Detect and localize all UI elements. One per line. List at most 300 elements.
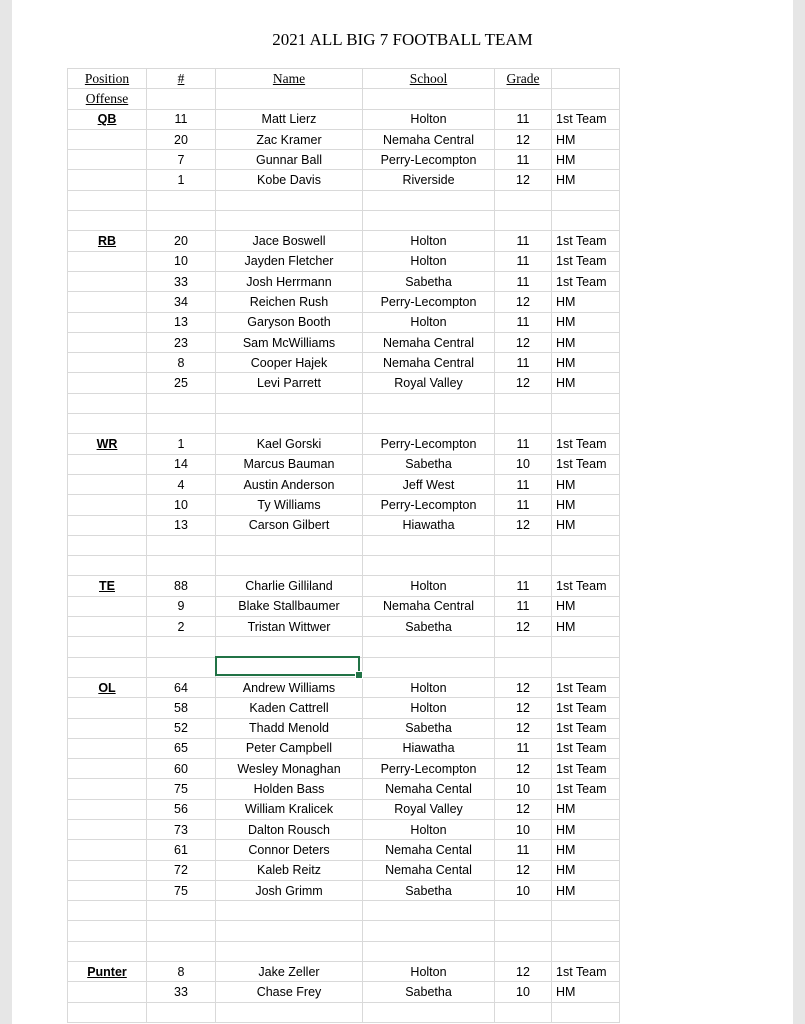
grade-cell[interactable]: 10: [495, 819, 552, 839]
position-cell[interactable]: [68, 535, 147, 555]
school-cell[interactable]: Riverside: [363, 170, 495, 190]
number-cell[interactable]: 2: [147, 617, 216, 637]
school-cell[interactable]: Nemaha Central: [363, 332, 495, 352]
grade-cell[interactable]: [495, 535, 552, 555]
number-cell[interactable]: 60: [147, 759, 216, 779]
number-cell[interactable]: 64: [147, 677, 216, 697]
school-cell[interactable]: Holton: [363, 962, 495, 982]
table-row: [68, 677, 620, 697]
grade-cell[interactable]: 10: [495, 982, 552, 1002]
name-cell[interactable]: Kael Gorski: [216, 434, 363, 454]
number-cell[interactable]: 33: [147, 271, 216, 291]
school-cell[interactable]: Perry-Lecompton: [363, 759, 495, 779]
name-cell[interactable]: Holden Bass: [216, 779, 363, 799]
number-cell[interactable]: 58: [147, 698, 216, 718]
name-cell[interactable]: Reichen Rush: [216, 292, 363, 312]
name-cell[interactable]: Kaleb Reitz: [216, 860, 363, 880]
grade-cell[interactable]: 12: [495, 617, 552, 637]
position-cell[interactable]: [68, 759, 147, 779]
name-cell[interactable]: [216, 190, 363, 210]
grade-cell[interactable]: 11: [495, 495, 552, 515]
position-cell[interactable]: [68, 1002, 147, 1022]
position-cell[interactable]: [68, 576, 147, 596]
name-cell[interactable]: [216, 414, 363, 434]
grade-cell[interactable]: [495, 393, 552, 413]
school-cell[interactable]: Nemaha Central: [363, 353, 495, 373]
team-cell[interactable]: 1st Team: [552, 434, 620, 454]
school-cell[interactable]: Sabetha: [363, 617, 495, 637]
team-cell[interactable]: [552, 1002, 620, 1022]
number-cell[interactable]: [147, 535, 216, 555]
number-cell[interactable]: [147, 556, 216, 576]
name-cell[interactable]: Andrew Williams: [216, 677, 363, 697]
position-cell[interactable]: [68, 982, 147, 1002]
team-cell[interactable]: [552, 556, 620, 576]
name-cell[interactable]: Dalton Rousch: [216, 819, 363, 839]
school-cell[interactable]: Nemaha Cental: [363, 840, 495, 860]
header-name[interactable]: Name: [216, 69, 363, 89]
school-cell[interactable]: Perry-Lecompton: [363, 150, 495, 170]
position-cell[interactable]: [68, 921, 147, 941]
school-cell[interactable]: Jeff West: [363, 474, 495, 494]
team-cell[interactable]: [552, 211, 620, 231]
grade-cell[interactable]: 12: [495, 170, 552, 190]
position-cell[interactable]: [68, 738, 147, 758]
name-cell[interactable]: Tristan Wittwer: [216, 617, 363, 637]
name-cell[interactable]: Marcus Bauman: [216, 454, 363, 474]
name-cell[interactable]: William Kralicek: [216, 799, 363, 819]
number-cell[interactable]: [147, 414, 216, 434]
team-cell[interactable]: HM: [552, 596, 620, 616]
position-cell[interactable]: [68, 779, 147, 799]
name-cell[interactable]: [216, 1002, 363, 1022]
team-cell[interactable]: [552, 901, 620, 921]
position-label: WR: [96, 436, 118, 451]
position-cell[interactable]: [68, 901, 147, 921]
grade-cell[interactable]: 12: [495, 799, 552, 819]
grade-cell[interactable]: [495, 941, 552, 961]
cell[interactable]: [495, 89, 552, 109]
grade-cell[interactable]: [495, 657, 552, 677]
position-cell[interactable]: [68, 211, 147, 231]
position-label: Punter: [87, 964, 127, 979]
number-cell[interactable]: [147, 657, 216, 677]
school-cell[interactable]: Royal Valley: [363, 373, 495, 393]
number-cell[interactable]: 56: [147, 799, 216, 819]
school-cell[interactable]: [363, 921, 495, 941]
number-cell[interactable]: 75: [147, 779, 216, 799]
grade-cell[interactable]: [495, 921, 552, 941]
table-row: [68, 474, 620, 494]
header-position[interactable]: Position: [68, 69, 147, 89]
section-label[interactable]: Offense: [68, 89, 147, 109]
school-cell[interactable]: [363, 393, 495, 413]
school-cell[interactable]: Holton: [363, 576, 495, 596]
school-cell[interactable]: Holton: [363, 109, 495, 129]
team-cell[interactable]: 1st Team: [552, 454, 620, 474]
school-cell[interactable]: Holton: [363, 819, 495, 839]
number-cell[interactable]: [147, 393, 216, 413]
school-cell[interactable]: Perry-Lecompton: [363, 495, 495, 515]
number-cell[interactable]: 34: [147, 292, 216, 312]
grade-cell[interactable]: 12: [495, 677, 552, 697]
position-cell[interactable]: [68, 414, 147, 434]
position-cell[interactable]: [68, 657, 147, 677]
number-cell[interactable]: 75: [147, 880, 216, 900]
team-cell[interactable]: HM: [552, 880, 620, 900]
position-cell[interactable]: [68, 637, 147, 657]
position-cell[interactable]: [68, 840, 147, 860]
team-cell[interactable]: HM: [552, 129, 620, 149]
number-cell[interactable]: 10: [147, 251, 216, 271]
number-cell[interactable]: 88: [147, 576, 216, 596]
table-row: [68, 901, 620, 921]
position-cell[interactable]: [68, 373, 147, 393]
name-cell[interactable]: Josh Herrmann: [216, 271, 363, 291]
number-cell[interactable]: 1: [147, 170, 216, 190]
number-cell[interactable]: [147, 901, 216, 921]
school-cell[interactable]: Sabetha: [363, 880, 495, 900]
team-cell[interactable]: 1st Team: [552, 109, 620, 129]
team-cell[interactable]: HM: [552, 150, 620, 170]
team-cell[interactable]: HM: [552, 860, 620, 880]
team-cell[interactable]: [552, 393, 620, 413]
grade-cell[interactable]: 11: [495, 353, 552, 373]
name-cell[interactable]: Blake Stallbaumer: [216, 596, 363, 616]
school-cell[interactable]: Sabetha: [363, 454, 495, 474]
grade-cell[interactable]: 12: [495, 129, 552, 149]
school-cell[interactable]: Nemaha Central: [363, 596, 495, 616]
table-row: [68, 190, 620, 210]
number-cell[interactable]: 33: [147, 982, 216, 1002]
position-cell[interactable]: [68, 150, 147, 170]
cell[interactable]: [147, 89, 216, 109]
team-cell[interactable]: [552, 535, 620, 555]
school-cell[interactable]: Perry-Lecompton: [363, 292, 495, 312]
school-cell[interactable]: [363, 211, 495, 231]
table-row: [68, 799, 620, 819]
school-cell[interactable]: Holton: [363, 251, 495, 271]
school-cell[interactable]: [363, 190, 495, 210]
name-cell[interactable]: Matt Lierz: [216, 109, 363, 129]
school-cell[interactable]: Nemaha Cental: [363, 860, 495, 880]
name-cell[interactable]: Austin Anderson: [216, 474, 363, 494]
name-cell[interactable]: Connor Deters: [216, 840, 363, 860]
name-cell[interactable]: Kobe Davis: [216, 170, 363, 190]
name-cell[interactable]: [216, 211, 363, 231]
name-cell[interactable]: [216, 393, 363, 413]
school-cell[interactable]: Holton: [363, 698, 495, 718]
team-cell[interactable]: [552, 657, 620, 677]
position-cell[interactable]: [68, 941, 147, 961]
name-cell[interactable]: Zac Kramer: [216, 129, 363, 149]
grade-cell[interactable]: 12: [495, 759, 552, 779]
team-cell[interactable]: HM: [552, 819, 620, 839]
grade-cell[interactable]: 11: [495, 271, 552, 291]
grade-cell[interactable]: 11: [495, 576, 552, 596]
name-cell[interactable]: Ty Williams: [216, 495, 363, 515]
team-cell[interactable]: HM: [552, 373, 620, 393]
position-cell[interactable]: [68, 353, 147, 373]
name-cell[interactable]: Charlie Gilliland: [216, 576, 363, 596]
team-cell[interactable]: HM: [552, 799, 620, 819]
school-cell[interactable]: Hiawatha: [363, 515, 495, 535]
number-cell[interactable]: 25: [147, 373, 216, 393]
name-cell[interactable]: Peter Campbell: [216, 738, 363, 758]
team-cell[interactable]: 1st Team: [552, 677, 620, 697]
team-cell[interactable]: HM: [552, 495, 620, 515]
grade-cell[interactable]: [495, 211, 552, 231]
team-cell[interactable]: [552, 941, 620, 961]
position-cell[interactable]: [68, 129, 147, 149]
table-row: [68, 637, 620, 657]
school-cell[interactable]: [363, 1002, 495, 1022]
grade-cell[interactable]: 11: [495, 596, 552, 616]
team-cell[interactable]: HM: [552, 353, 620, 373]
position-cell[interactable]: [68, 819, 147, 839]
school-cell[interactable]: [363, 941, 495, 961]
number-cell[interactable]: 11: [147, 109, 216, 129]
team-cell[interactable]: 1st Team: [552, 698, 620, 718]
position-cell[interactable]: [68, 962, 147, 982]
grade-cell[interactable]: 12: [495, 515, 552, 535]
grade-cell[interactable]: [495, 1002, 552, 1022]
name-cell[interactable]: Gunnar Ball: [216, 150, 363, 170]
table-row: [68, 109, 620, 129]
number-cell[interactable]: 8: [147, 353, 216, 373]
school-cell[interactable]: Holton: [363, 312, 495, 332]
position-cell[interactable]: [68, 556, 147, 576]
team-cell[interactable]: [552, 414, 620, 434]
grade-cell[interactable]: 12: [495, 292, 552, 312]
grade-cell[interactable]: 12: [495, 860, 552, 880]
table-row: [68, 170, 620, 190]
header-team[interactable]: [552, 69, 620, 89]
name-cell[interactable]: [216, 921, 363, 941]
team-cell[interactable]: HM: [552, 332, 620, 352]
number-cell[interactable]: [147, 637, 216, 657]
name-cell[interactable]: Chase Frey: [216, 982, 363, 1002]
school-cell[interactable]: [363, 556, 495, 576]
position-cell[interactable]: [68, 677, 147, 697]
grade-cell[interactable]: 10: [495, 454, 552, 474]
number-cell[interactable]: 72: [147, 860, 216, 880]
school-cell[interactable]: [363, 414, 495, 434]
grade-cell[interactable]: [495, 901, 552, 921]
grade-cell[interactable]: 10: [495, 779, 552, 799]
number-cell[interactable]: 65: [147, 738, 216, 758]
team-cell[interactable]: 1st Team: [552, 231, 620, 251]
school-cell[interactable]: [363, 657, 495, 677]
name-cell[interactable]: Josh Grimm: [216, 880, 363, 900]
school-cell[interactable]: [363, 637, 495, 657]
school-cell[interactable]: Perry-Lecompton: [363, 434, 495, 454]
name-cell[interactable]: Carson Gilbert: [216, 515, 363, 535]
number-cell[interactable]: [147, 211, 216, 231]
team-cell[interactable]: HM: [552, 840, 620, 860]
school-cell[interactable]: Sabetha: [363, 271, 495, 291]
team-cell[interactable]: 1st Team: [552, 962, 620, 982]
grade-cell[interactable]: 11: [495, 474, 552, 494]
number-cell[interactable]: 1: [147, 434, 216, 454]
school-cell[interactable]: Royal Valley: [363, 799, 495, 819]
position-cell[interactable]: [68, 231, 147, 251]
team-cell[interactable]: HM: [552, 292, 620, 312]
position-cell[interactable]: [68, 515, 147, 535]
name-cell[interactable]: Sam McWilliams: [216, 332, 363, 352]
table-row: [68, 698, 620, 718]
position-cell[interactable]: [68, 454, 147, 474]
school-cell[interactable]: Hiawatha: [363, 738, 495, 758]
grade-cell[interactable]: [495, 556, 552, 576]
position-cell[interactable]: [68, 271, 147, 291]
table-row: [68, 576, 620, 596]
school-cell[interactable]: [363, 535, 495, 555]
team-cell[interactable]: 1st Team: [552, 738, 620, 758]
team-cell[interactable]: HM: [552, 982, 620, 1002]
name-cell[interactable]: Jace Boswell: [216, 231, 363, 251]
grade-cell[interactable]: 12: [495, 332, 552, 352]
team-cell[interactable]: HM: [552, 617, 620, 637]
number-cell[interactable]: [147, 921, 216, 941]
team-cell[interactable]: 1st Team: [552, 251, 620, 271]
grade-cell[interactable]: 12: [495, 373, 552, 393]
number-cell[interactable]: [147, 1002, 216, 1022]
team-cell[interactable]: HM: [552, 474, 620, 494]
selected-cell[interactable]: [215, 656, 360, 676]
position-cell[interactable]: [68, 596, 147, 616]
grade-cell[interactable]: 11: [495, 231, 552, 251]
team-cell[interactable]: 1st Team: [552, 576, 620, 596]
table-row: [68, 880, 620, 900]
cell[interactable]: [552, 89, 620, 109]
number-cell[interactable]: 20: [147, 231, 216, 251]
position-cell[interactable]: [68, 190, 147, 210]
team-cell[interactable]: 1st Team: [552, 759, 620, 779]
grade-cell[interactable]: 12: [495, 962, 552, 982]
fill-handle[interactable]: [355, 671, 363, 679]
position-cell[interactable]: [68, 393, 147, 413]
school-cell[interactable]: [363, 901, 495, 921]
number-cell[interactable]: [147, 941, 216, 961]
number-cell[interactable]: 14: [147, 454, 216, 474]
header-grade[interactable]: Grade: [495, 69, 552, 89]
school-cell[interactable]: Nemaha Central: [363, 129, 495, 149]
number-cell[interactable]: 7: [147, 150, 216, 170]
table-row: [68, 515, 620, 535]
position-cell[interactable]: [68, 109, 147, 129]
number-cell[interactable]: 20: [147, 129, 216, 149]
number-cell[interactable]: 61: [147, 840, 216, 860]
position-cell[interactable]: [68, 292, 147, 312]
number-cell[interactable]: 4: [147, 474, 216, 494]
name-cell[interactable]: Wesley Monaghan: [216, 759, 363, 779]
position-cell[interactable]: [68, 332, 147, 352]
grade-cell[interactable]: 12: [495, 718, 552, 738]
cell[interactable]: [363, 89, 495, 109]
number-cell[interactable]: 13: [147, 515, 216, 535]
grade-cell[interactable]: 11: [495, 251, 552, 271]
number-cell[interactable]: 10: [147, 495, 216, 515]
name-cell[interactable]: Levi Parrett: [216, 373, 363, 393]
school-cell[interactable]: Sabetha: [363, 718, 495, 738]
position-cell[interactable]: [68, 799, 147, 819]
position-cell[interactable]: [68, 434, 147, 454]
name-cell[interactable]: Jake Zeller: [216, 962, 363, 982]
number-cell[interactable]: 23: [147, 332, 216, 352]
team-cell[interactable]: [552, 637, 620, 657]
position-cell[interactable]: [68, 880, 147, 900]
team-cell[interactable]: [552, 921, 620, 941]
grade-cell[interactable]: [495, 190, 552, 210]
grade-cell[interactable]: 11: [495, 109, 552, 129]
number-cell[interactable]: 13: [147, 312, 216, 332]
table-row: [68, 393, 620, 413]
number-cell[interactable]: 8: [147, 962, 216, 982]
name-cell[interactable]: Thadd Menold: [216, 718, 363, 738]
team-cell[interactable]: HM: [552, 515, 620, 535]
table-row: [68, 535, 620, 555]
position-cell[interactable]: [68, 617, 147, 637]
number-cell[interactable]: 9: [147, 596, 216, 616]
position-cell[interactable]: [68, 860, 147, 880]
name-cell[interactable]: [216, 901, 363, 921]
name-cell[interactable]: Cooper Hajek: [216, 353, 363, 373]
name-cell[interactable]: [216, 941, 363, 961]
school-cell[interactable]: Sabetha: [363, 982, 495, 1002]
position-cell[interactable]: [68, 698, 147, 718]
grade-cell[interactable]: 12: [495, 698, 552, 718]
name-cell[interactable]: Jayden Fletcher: [216, 251, 363, 271]
grade-cell[interactable]: [495, 637, 552, 657]
name-cell[interactable]: Kaden Cattrell: [216, 698, 363, 718]
number-cell[interactable]: [147, 190, 216, 210]
position-cell[interactable]: [68, 474, 147, 494]
name-cell[interactable]: Garyson Booth: [216, 312, 363, 332]
position-cell[interactable]: [68, 251, 147, 271]
school-cell[interactable]: Nemaha Cental: [363, 779, 495, 799]
grade-cell[interactable]: 11: [495, 150, 552, 170]
position-cell[interactable]: [68, 718, 147, 738]
table-row: [68, 962, 620, 982]
grade-cell[interactable]: 11: [495, 434, 552, 454]
position-cell[interactable]: [68, 495, 147, 515]
grade-cell[interactable]: 11: [495, 840, 552, 860]
number-cell[interactable]: 52: [147, 718, 216, 738]
team-cell[interactable]: [552, 190, 620, 210]
team-cell[interactable]: HM: [552, 312, 620, 332]
grade-cell[interactable]: 11: [495, 312, 552, 332]
grade-cell[interactable]: 11: [495, 738, 552, 758]
school-cell[interactable]: Holton: [363, 231, 495, 251]
team-cell[interactable]: 1st Team: [552, 718, 620, 738]
school-cell[interactable]: Holton: [363, 677, 495, 697]
position-cell[interactable]: [68, 312, 147, 332]
header-school[interactable]: School: [363, 69, 495, 89]
cell[interactable]: [216, 89, 363, 109]
team-cell[interactable]: 1st Team: [552, 779, 620, 799]
name-cell[interactable]: [216, 637, 363, 657]
grade-cell[interactable]: [495, 414, 552, 434]
number-cell[interactable]: 73: [147, 819, 216, 839]
grade-cell[interactable]: 10: [495, 880, 552, 900]
team-cell[interactable]: HM: [552, 170, 620, 190]
header-number[interactable]: #: [147, 69, 216, 89]
name-cell[interactable]: [216, 535, 363, 555]
team-cell[interactable]: 1st Team: [552, 271, 620, 291]
name-cell[interactable]: [216, 556, 363, 576]
position-cell[interactable]: [68, 170, 147, 190]
